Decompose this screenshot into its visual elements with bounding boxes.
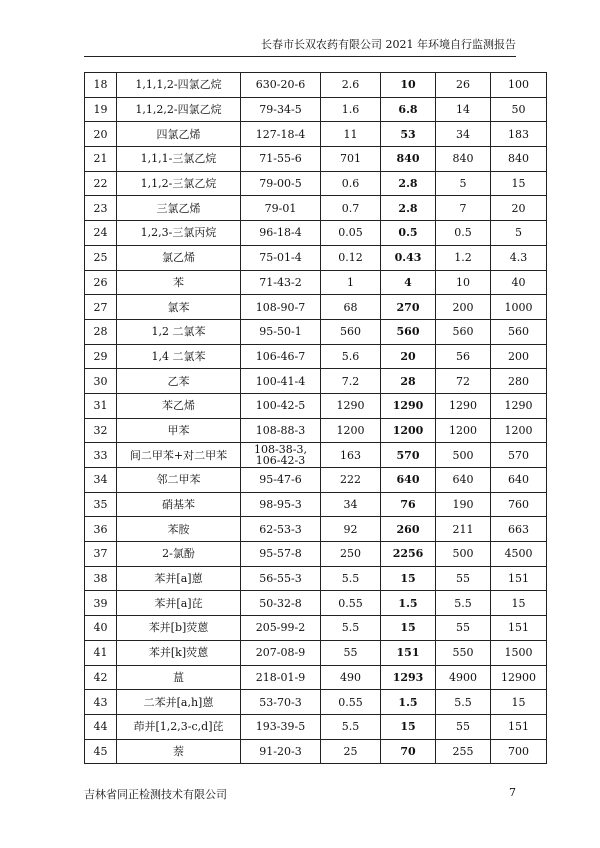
- table-row: [85, 295, 547, 320]
- table-row: [85, 616, 547, 641]
- value-col4-cell: 1500: [491, 640, 547, 665]
- value-col4-cell: 4.3: [491, 245, 547, 270]
- value-col4-cell: 570: [491, 443, 547, 468]
- value-col2-cell: 2.8: [381, 196, 436, 221]
- value-col2-cell: 4: [381, 270, 436, 295]
- cas-number-cell: 56-55-3: [241, 566, 321, 591]
- value-col4-cell: 5: [491, 221, 547, 246]
- table-row: [85, 566, 547, 591]
- row-number-cell: 31: [85, 393, 117, 418]
- value-col4-cell: 1290: [491, 393, 547, 418]
- value-col3-cell: 26: [436, 73, 491, 98]
- cas-number-cell: 79-01: [241, 196, 321, 221]
- value-col1-cell: 1.6: [321, 97, 381, 122]
- table-row: [85, 714, 547, 739]
- value-col4-cell: 640: [491, 468, 547, 493]
- value-col2-cell: 1.5: [381, 591, 436, 616]
- cas-number-cell: 96-18-4: [241, 221, 321, 246]
- value-col4-cell: 100: [491, 73, 547, 98]
- value-col3-cell: 7: [436, 196, 491, 221]
- value-col2-cell: 70: [381, 739, 436, 764]
- row-number-cell: 22: [85, 171, 117, 196]
- row-number-cell: 34: [85, 468, 117, 493]
- value-col1-cell: 163: [321, 443, 381, 468]
- compound-name-cell: 间二甲苯+对二甲苯: [117, 443, 241, 468]
- cas-number-cell: 79-00-5: [241, 171, 321, 196]
- row-number-cell: 18: [85, 73, 117, 98]
- value-col1-cell: 5.5: [321, 714, 381, 739]
- value-col2-cell: 76: [381, 492, 436, 517]
- value-col3-cell: 640: [436, 468, 491, 493]
- value-col4-cell: 20: [491, 196, 547, 221]
- compound-name-cell: 硝基苯: [117, 492, 241, 517]
- value-col2-cell: 840: [381, 147, 436, 172]
- cas-number-cell: 100-42-5: [241, 393, 321, 418]
- value-col1-cell: 2.6: [321, 73, 381, 98]
- value-col1-cell: 560: [321, 319, 381, 344]
- value-col2-cell: 0.5: [381, 221, 436, 246]
- value-col2-cell: 6.8: [381, 97, 436, 122]
- compound-name-cell: 四氯乙烯: [117, 122, 241, 147]
- value-col3-cell: 0.5: [436, 221, 491, 246]
- row-number-cell: 24: [85, 221, 117, 246]
- compound-name-cell: 苯并[b]荧蒽: [117, 616, 241, 641]
- compound-name-cell: 苯并[k]荧蒽: [117, 640, 241, 665]
- row-number-cell: 35: [85, 492, 117, 517]
- value-col1-cell: 0.12: [321, 245, 381, 270]
- value-col2-cell: 53: [381, 122, 436, 147]
- cas-number-cell: 207-08-9: [241, 640, 321, 665]
- value-col1-cell: 1: [321, 270, 381, 295]
- cas-number-cell: 205-99-2: [241, 616, 321, 641]
- row-number-cell: 30: [85, 369, 117, 394]
- table-row: [85, 739, 547, 764]
- compound-name-cell: 1,1,1-三氯乙烷: [117, 147, 241, 172]
- compound-name-cell: 苯并[a]芘: [117, 591, 241, 616]
- value-col4-cell: 15: [491, 591, 547, 616]
- compound-name-cell: 1,2,3-三氯丙烷: [117, 221, 241, 246]
- value-col2-cell: 2256: [381, 542, 436, 567]
- row-number-cell: 36: [85, 517, 117, 542]
- cas-number-cell: 62-53-3: [241, 517, 321, 542]
- value-col1-cell: 5.6: [321, 344, 381, 369]
- value-col1-cell: 34: [321, 492, 381, 517]
- pollutant-standards-table: [84, 72, 547, 764]
- compound-name-cell: 苯: [117, 270, 241, 295]
- value-col3-cell: 34: [436, 122, 491, 147]
- value-col2-cell: 1200: [381, 418, 436, 443]
- value-col3-cell: 840: [436, 147, 491, 172]
- compound-name-cell: 苯并[a]蒽: [117, 566, 241, 591]
- table-row: [85, 171, 547, 196]
- cas-number-cell: 108-90-7: [241, 295, 321, 320]
- cas-number-cell: 108-88-3: [241, 418, 321, 443]
- value-col3-cell: 500: [436, 542, 491, 567]
- value-col2-cell: 260: [381, 517, 436, 542]
- table-row: [85, 221, 547, 246]
- table-row: [85, 665, 547, 690]
- row-number-cell: 21: [85, 147, 117, 172]
- value-col1-cell: 68: [321, 295, 381, 320]
- value-col3-cell: 55: [436, 616, 491, 641]
- row-number-cell: 45: [85, 739, 117, 764]
- table-row: [85, 393, 547, 418]
- compound-name-cell: 1,2 二氯苯: [117, 319, 241, 344]
- value-col4-cell: 560: [491, 319, 547, 344]
- value-col3-cell: 56: [436, 344, 491, 369]
- cas-number-cell: 127-18-4: [241, 122, 321, 147]
- value-col4-cell: 1000: [491, 295, 547, 320]
- cas-number-cell: 108-38-3, 106-42-3: [241, 443, 321, 468]
- value-col2-cell: 15: [381, 616, 436, 641]
- table-row: [85, 196, 547, 221]
- value-col2-cell: 0.43: [381, 245, 436, 270]
- value-col2-cell: 15: [381, 714, 436, 739]
- value-col1-cell: 490: [321, 665, 381, 690]
- value-col3-cell: 5.5: [436, 591, 491, 616]
- value-col3-cell: 1.2: [436, 245, 491, 270]
- cas-number-cell: 218-01-9: [241, 665, 321, 690]
- value-col3-cell: 190: [436, 492, 491, 517]
- table-row: [85, 147, 547, 172]
- value-col3-cell: 72: [436, 369, 491, 394]
- cas-number-cell: 91-20-3: [241, 739, 321, 764]
- row-number-cell: 43: [85, 690, 117, 715]
- value-col1-cell: 0.55: [321, 690, 381, 715]
- value-col1-cell: 0.05: [321, 221, 381, 246]
- cas-number-cell: 71-55-6: [241, 147, 321, 172]
- value-col1-cell: 25: [321, 739, 381, 764]
- compound-name-cell: 氯乙烯: [117, 245, 241, 270]
- value-col4-cell: 183: [491, 122, 547, 147]
- value-col4-cell: 50: [491, 97, 547, 122]
- compound-name-cell: 二苯并[a,h]蒽: [117, 690, 241, 715]
- value-col4-cell: 40: [491, 270, 547, 295]
- table-row: [85, 122, 547, 147]
- table-row: [85, 319, 547, 344]
- cas-number-cell: 95-47-6: [241, 468, 321, 493]
- value-col1-cell: 701: [321, 147, 381, 172]
- row-number-cell: 32: [85, 418, 117, 443]
- table-row: [85, 270, 547, 295]
- value-col4-cell: 840: [491, 147, 547, 172]
- compound-name-cell: 萘: [117, 739, 241, 764]
- value-col4-cell: 200: [491, 344, 547, 369]
- value-col3-cell: 55: [436, 566, 491, 591]
- cas-number-cell: 95-50-1: [241, 319, 321, 344]
- value-col4-cell: 280: [491, 369, 547, 394]
- compound-name-cell: 苯胺: [117, 517, 241, 542]
- compound-name-cell: 1,1,1,2-四氯乙烷: [117, 73, 241, 98]
- table-row: [85, 468, 547, 493]
- value-col4-cell: 151: [491, 714, 547, 739]
- value-col2-cell: 15: [381, 566, 436, 591]
- value-col1-cell: 55: [321, 640, 381, 665]
- value-col1-cell: 11: [321, 122, 381, 147]
- value-col1-cell: 1200: [321, 418, 381, 443]
- value-col1-cell: 0.7: [321, 196, 381, 221]
- value-col1-cell: 7.2: [321, 369, 381, 394]
- value-col1-cell: 222: [321, 468, 381, 493]
- value-col3-cell: 55: [436, 714, 491, 739]
- table-row: [85, 245, 547, 270]
- value-col2-cell: 28: [381, 369, 436, 394]
- value-col4-cell: 1200: [491, 418, 547, 443]
- value-col2-cell: 1293: [381, 665, 436, 690]
- row-number-cell: 26: [85, 270, 117, 295]
- table-row: [85, 418, 547, 443]
- value-col3-cell: 255: [436, 739, 491, 764]
- row-number-cell: 29: [85, 344, 117, 369]
- row-number-cell: 19: [85, 97, 117, 122]
- value-col3-cell: 10: [436, 270, 491, 295]
- value-col4-cell: 151: [491, 566, 547, 591]
- value-col2-cell: 1290: [381, 393, 436, 418]
- cas-number-cell: 95-57-8: [241, 542, 321, 567]
- cas-number-cell: 193-39-5: [241, 714, 321, 739]
- row-number-cell: 37: [85, 542, 117, 567]
- value-col3-cell: 500: [436, 443, 491, 468]
- compound-name-cell: 甲苯: [117, 418, 241, 443]
- value-col2-cell: 10: [381, 73, 436, 98]
- value-col1-cell: 0.6: [321, 171, 381, 196]
- value-col3-cell: 560: [436, 319, 491, 344]
- row-number-cell: 38: [85, 566, 117, 591]
- row-number-cell: 25: [85, 245, 117, 270]
- compound-name-cell: 苯乙烯: [117, 393, 241, 418]
- value-col4-cell: 12900: [491, 665, 547, 690]
- footer-company: 吉林省同正检测技术有限公司: [84, 788, 227, 801]
- row-number-cell: 33: [85, 443, 117, 468]
- compound-name-cell: 1,1,2-三氯乙烷: [117, 171, 241, 196]
- row-number-cell: 39: [85, 591, 117, 616]
- table-row: [85, 73, 547, 98]
- value-col2-cell: 1.5: [381, 690, 436, 715]
- value-col3-cell: 1200: [436, 418, 491, 443]
- compound-name-cell: 氯苯: [117, 295, 241, 320]
- value-col2-cell: 2.8: [381, 171, 436, 196]
- value-col2-cell: 640: [381, 468, 436, 493]
- value-col3-cell: 550: [436, 640, 491, 665]
- value-col3-cell: 200: [436, 295, 491, 320]
- row-number-cell: 27: [85, 295, 117, 320]
- compound-name-cell: 邻二甲苯: [117, 468, 241, 493]
- value-col1-cell: 250: [321, 542, 381, 567]
- compound-name-cell: 茚并[1,2,3-c,d]芘: [117, 714, 241, 739]
- value-col2-cell: 560: [381, 319, 436, 344]
- row-number-cell: 40: [85, 616, 117, 641]
- value-col2-cell: 570: [381, 443, 436, 468]
- compound-name-cell: 1,4 二氯苯: [117, 344, 241, 369]
- cas-number-cell: 630-20-6: [241, 73, 321, 98]
- cas-number-cell: 98-95-3: [241, 492, 321, 517]
- value-col2-cell: 151: [381, 640, 436, 665]
- cas-number-cell: 53-70-3: [241, 690, 321, 715]
- row-number-cell: 42: [85, 665, 117, 690]
- cas-number-cell: 79-34-5: [241, 97, 321, 122]
- header-divider: [84, 56, 516, 57]
- value-col3-cell: 5: [436, 171, 491, 196]
- value-col2-cell: 20: [381, 344, 436, 369]
- value-col4-cell: 760: [491, 492, 547, 517]
- table-row: [85, 344, 547, 369]
- cas-number-cell: 75-01-4: [241, 245, 321, 270]
- table-row: [85, 640, 547, 665]
- compound-name-cell: 乙苯: [117, 369, 241, 394]
- value-col4-cell: 4500: [491, 542, 547, 567]
- table-row: [85, 492, 547, 517]
- page-number: 7: [509, 786, 516, 799]
- table-row: [85, 369, 547, 394]
- page-header: 长春市长双农药有限公司 2021 年环境自行监测报告: [261, 38, 516, 51]
- table-row: [85, 517, 547, 542]
- value-col2-cell: 270: [381, 295, 436, 320]
- value-col1-cell: 1290: [321, 393, 381, 418]
- table-body: [85, 73, 547, 764]
- cas-number-cell: 50-32-8: [241, 591, 321, 616]
- table-row: [85, 542, 547, 567]
- row-number-cell: 28: [85, 319, 117, 344]
- table-row: [85, 443, 547, 468]
- value-col1-cell: 92: [321, 517, 381, 542]
- value-col4-cell: 151: [491, 616, 547, 641]
- value-col3-cell: 1290: [436, 393, 491, 418]
- compound-name-cell: 1,1,2,2-四氯乙烷: [117, 97, 241, 122]
- row-number-cell: 23: [85, 196, 117, 221]
- value-col3-cell: 211: [436, 517, 491, 542]
- value-col4-cell: 15: [491, 171, 547, 196]
- table-row: [85, 97, 547, 122]
- table-row: [85, 690, 547, 715]
- value-col3-cell: 5.5: [436, 690, 491, 715]
- row-number-cell: 41: [85, 640, 117, 665]
- row-number-cell: 44: [85, 714, 117, 739]
- value-col1-cell: 5.5: [321, 566, 381, 591]
- value-col4-cell: 700: [491, 739, 547, 764]
- compound-name-cell: 2-氯酚: [117, 542, 241, 567]
- compound-name-cell: 蒀: [117, 665, 241, 690]
- compound-name-cell: 三氯乙烯: [117, 196, 241, 221]
- value-col3-cell: 14: [436, 97, 491, 122]
- cas-number-cell: 106-46-7: [241, 344, 321, 369]
- cas-number-cell: 100-41-4: [241, 369, 321, 394]
- row-number-cell: 20: [85, 122, 117, 147]
- cas-number-cell: 71-43-2: [241, 270, 321, 295]
- value-col4-cell: 15: [491, 690, 547, 715]
- table-row: [85, 591, 547, 616]
- value-col3-cell: 4900: [436, 665, 491, 690]
- value-col1-cell: 0.55: [321, 591, 381, 616]
- value-col4-cell: 663: [491, 517, 547, 542]
- value-col1-cell: 5.5: [321, 616, 381, 641]
